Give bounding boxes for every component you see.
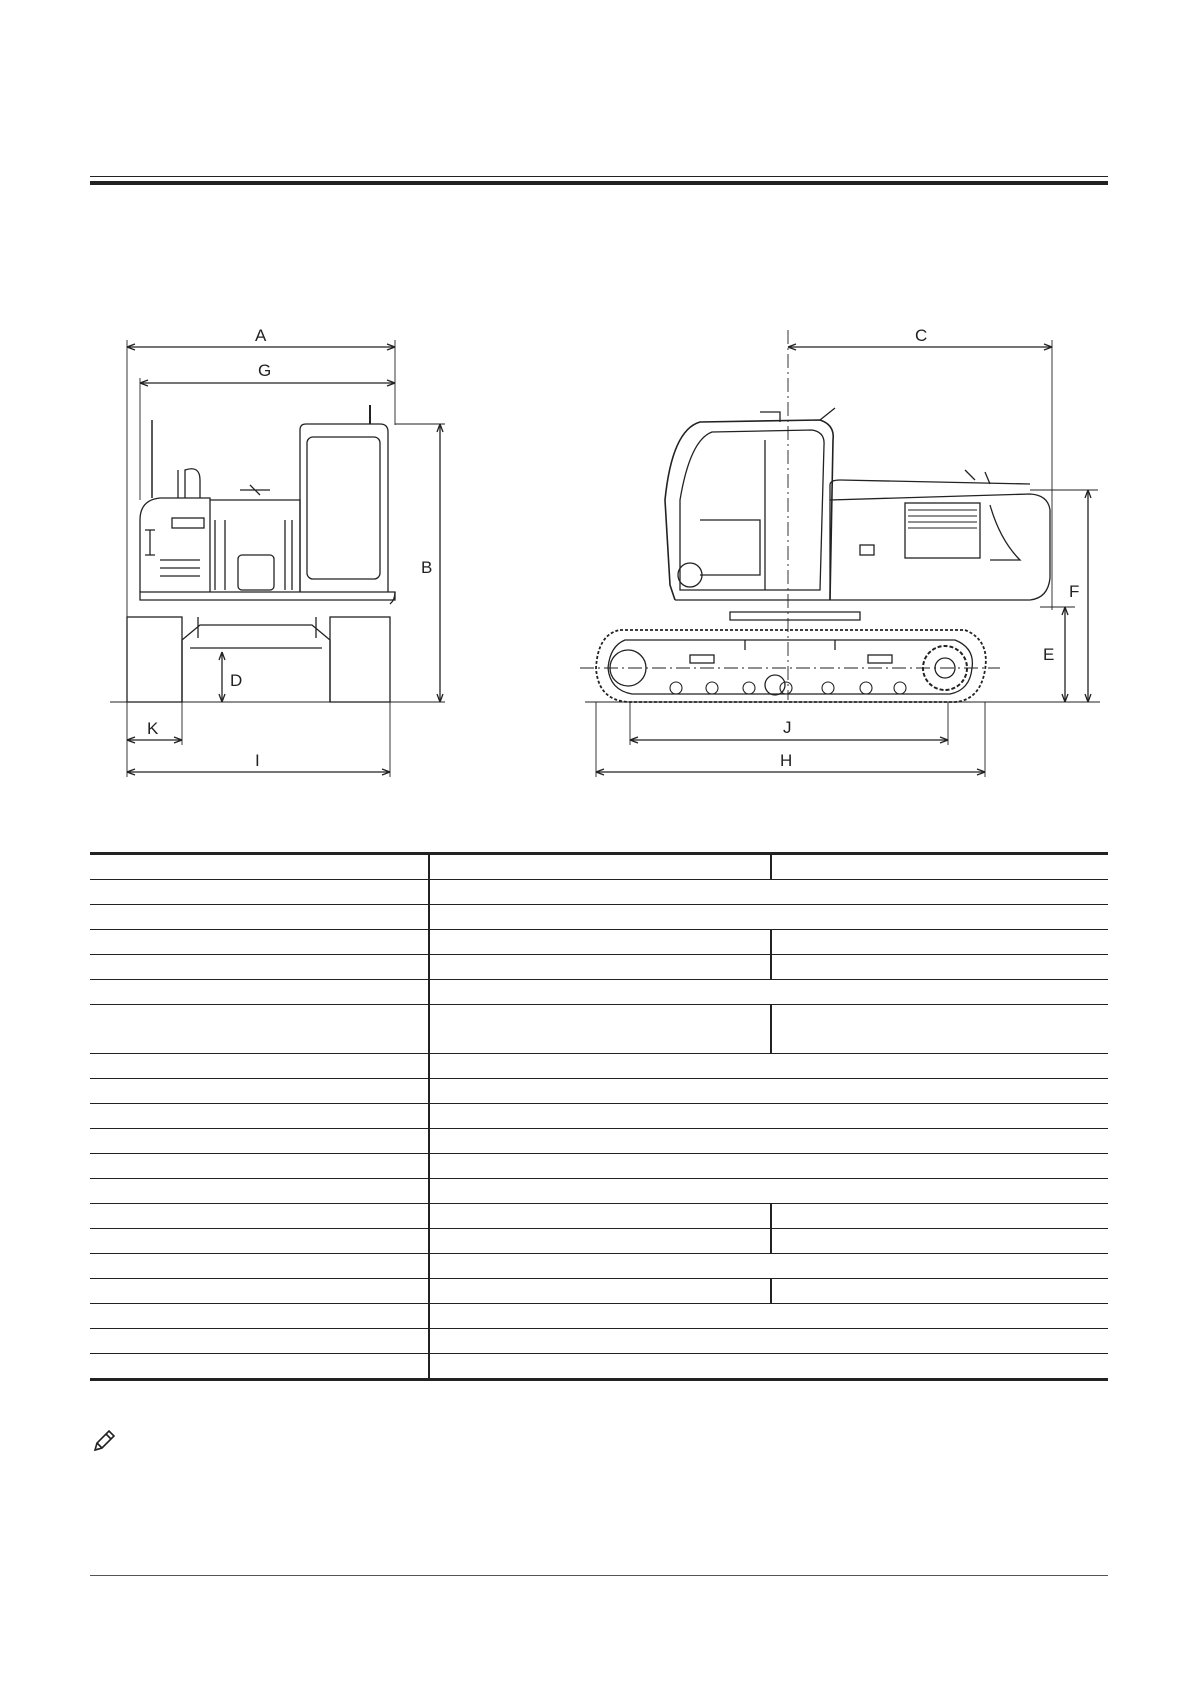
table-cell-label	[90, 1229, 429, 1254]
table-row	[90, 1229, 1108, 1254]
table-cell-value	[429, 1279, 771, 1304]
table-row	[90, 1279, 1108, 1304]
front-view	[110, 340, 445, 777]
table-cell-label	[90, 955, 429, 980]
table-cell-label	[90, 1329, 429, 1354]
dim-label-d: D	[230, 671, 243, 690]
table-row	[90, 1354, 1108, 1380]
table-cell-value	[771, 1204, 1108, 1229]
table-row	[90, 880, 1108, 905]
footer-rule	[90, 1575, 1108, 1576]
table-row	[90, 1179, 1108, 1204]
table-cell-value	[429, 1005, 771, 1054]
table-cell-value	[429, 1304, 1108, 1329]
table-row	[90, 1079, 1108, 1104]
table-row	[90, 905, 1108, 930]
table-cell-label	[90, 1154, 429, 1179]
table-cell-label	[90, 905, 429, 930]
table-cell-label	[90, 1254, 429, 1279]
table-row	[90, 854, 1108, 880]
table-row	[90, 930, 1108, 955]
dim-label-i: I	[255, 751, 260, 770]
table-cell-label	[90, 1354, 429, 1380]
dim-label-h: H	[780, 751, 793, 770]
table-cell-value	[771, 1005, 1108, 1054]
table-cell-value	[429, 1054, 1108, 1079]
table-row	[90, 1154, 1108, 1179]
table-row	[90, 1304, 1108, 1329]
table-row	[90, 980, 1108, 1005]
table-cell-value	[771, 1279, 1108, 1304]
table-cell-value	[771, 930, 1108, 955]
table-cell-value	[771, 955, 1108, 980]
table-cell-label	[90, 1104, 429, 1129]
excavator-dimension-drawing	[0, 0, 1191, 800]
table-cell-value	[429, 1179, 1108, 1204]
table-cell-label	[90, 1129, 429, 1154]
table-cell-value	[429, 1204, 771, 1229]
dim-label-f: F	[1069, 582, 1080, 601]
table-row	[90, 1329, 1108, 1354]
dim-label-j: J	[783, 718, 792, 737]
table-row	[90, 1254, 1108, 1279]
table-cell-value	[429, 1104, 1108, 1129]
table-cell-label	[90, 1304, 429, 1329]
table-cell-label	[90, 1054, 429, 1079]
dim-label-e: E	[1043, 645, 1055, 664]
table-cell-label	[90, 1079, 429, 1104]
dim-label-k: K	[147, 719, 159, 738]
table-cell-value	[429, 930, 771, 955]
table-cell-value	[771, 1229, 1108, 1254]
side-view	[580, 330, 1100, 777]
table-cell-value	[771, 854, 1108, 880]
table-cell-value	[429, 1229, 771, 1254]
table-cell-value	[429, 905, 1108, 930]
dim-label-a: A	[255, 326, 267, 345]
table-cell-value	[429, 1354, 1108, 1380]
table-row	[90, 1005, 1108, 1054]
table-cell-label	[90, 1179, 429, 1204]
dim-label-c: C	[915, 326, 928, 345]
table-cell-label	[90, 930, 429, 955]
dim-label-g: G	[258, 361, 272, 380]
dimension-spec-table	[90, 852, 1108, 1381]
table-cell-label	[90, 1279, 429, 1304]
dim-label-b: B	[421, 558, 433, 577]
table-cell-label	[90, 980, 429, 1005]
table-cell-label	[90, 854, 429, 880]
table-cell-value	[429, 955, 771, 980]
table-cell-value	[429, 1329, 1108, 1354]
table-cell-value	[429, 1154, 1108, 1179]
table-cell-value	[429, 1254, 1108, 1279]
table-row	[90, 955, 1108, 980]
table-row	[90, 1054, 1108, 1079]
table-row	[90, 1104, 1108, 1129]
table-cell-value	[429, 854, 771, 880]
table-cell-label	[90, 1005, 429, 1054]
table-cell-value	[429, 1079, 1108, 1104]
table-cell-label	[90, 880, 429, 905]
pencil-note-icon	[90, 1427, 118, 1455]
table-cell-value	[429, 1129, 1108, 1154]
table-cell-value	[429, 980, 1108, 1005]
table-row	[90, 1204, 1108, 1229]
table-cell-value	[429, 880, 1108, 905]
table-row	[90, 1129, 1108, 1154]
table-cell-label	[90, 1204, 429, 1229]
